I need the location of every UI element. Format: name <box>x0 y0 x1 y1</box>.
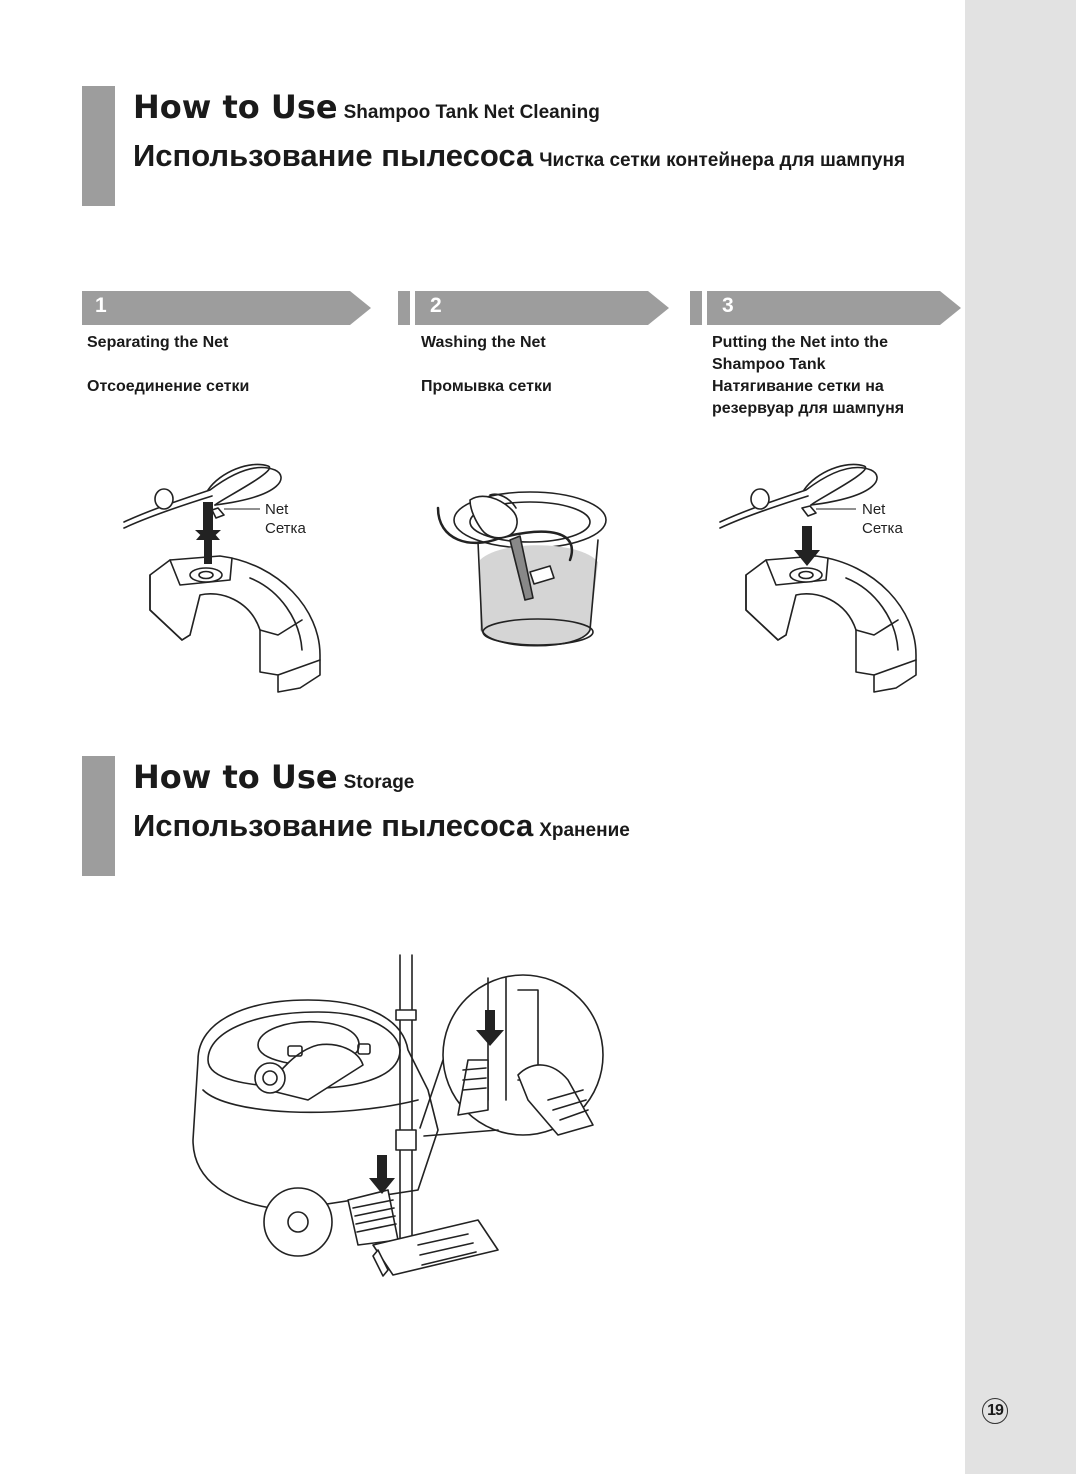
step2-text-ru: Промывка сетки <box>421 378 552 395</box>
step1-number: 1 <box>95 294 107 317</box>
step3-number: 3 <box>722 294 734 317</box>
section2-title: How to Use <box>133 758 338 796</box>
step3-callout <box>862 500 903 538</box>
step1-callout <box>265 500 306 538</box>
section1-title-en <box>133 88 600 126</box>
step1-text-ru: Отсоединение сетки <box>87 378 250 395</box>
step3-text <box>712 332 922 420</box>
step3-illustration <box>716 460 926 700</box>
step3-text-en: Putting the Net into the Shampoo Tank <box>712 334 888 373</box>
section1-title: How to Use <box>133 88 338 126</box>
step2-text-en: Washing the Net <box>421 334 546 351</box>
step3-text-ru: Натягивание сетки на резервуар для шампуня <box>712 378 905 417</box>
section1-title-ru <box>133 138 905 174</box>
step1-tab <box>82 291 372 325</box>
step2-text <box>421 332 681 398</box>
section1-title-ru-main: Использование пылесоса <box>133 138 534 173</box>
step2-illustration <box>430 480 610 655</box>
step2-number: 2 <box>430 294 442 317</box>
section2-title-ru-main: Использование пылесоса <box>133 808 534 843</box>
section2-subtitle: Storage <box>343 772 415 793</box>
section1-subtitle: Shampoo Tank Net Cleaning <box>343 102 600 123</box>
step1-callout-en: Net <box>265 501 289 518</box>
step1-illustration <box>120 460 330 700</box>
step3-callout-ru: Сетка <box>862 520 903 537</box>
step1-callout-ru: Сетка <box>265 520 306 537</box>
step1-text <box>87 332 367 398</box>
section-marker-bar <box>82 756 115 876</box>
side-margin-strip <box>965 0 1076 1474</box>
section1-subtitle-ru: Чистка сетки контейнера для шампуня <box>539 150 906 171</box>
section2-subtitle-ru: Хранение <box>539 820 630 841</box>
page-number: 19 <box>982 1398 1008 1424</box>
step3-callout-en: Net <box>862 501 886 518</box>
section2-title-ru <box>133 808 630 844</box>
storage-illustration <box>188 950 613 1280</box>
section2-title-en <box>133 758 414 796</box>
step1-text-en: Separating the Net <box>87 334 229 351</box>
section-marker-bar <box>82 86 115 206</box>
